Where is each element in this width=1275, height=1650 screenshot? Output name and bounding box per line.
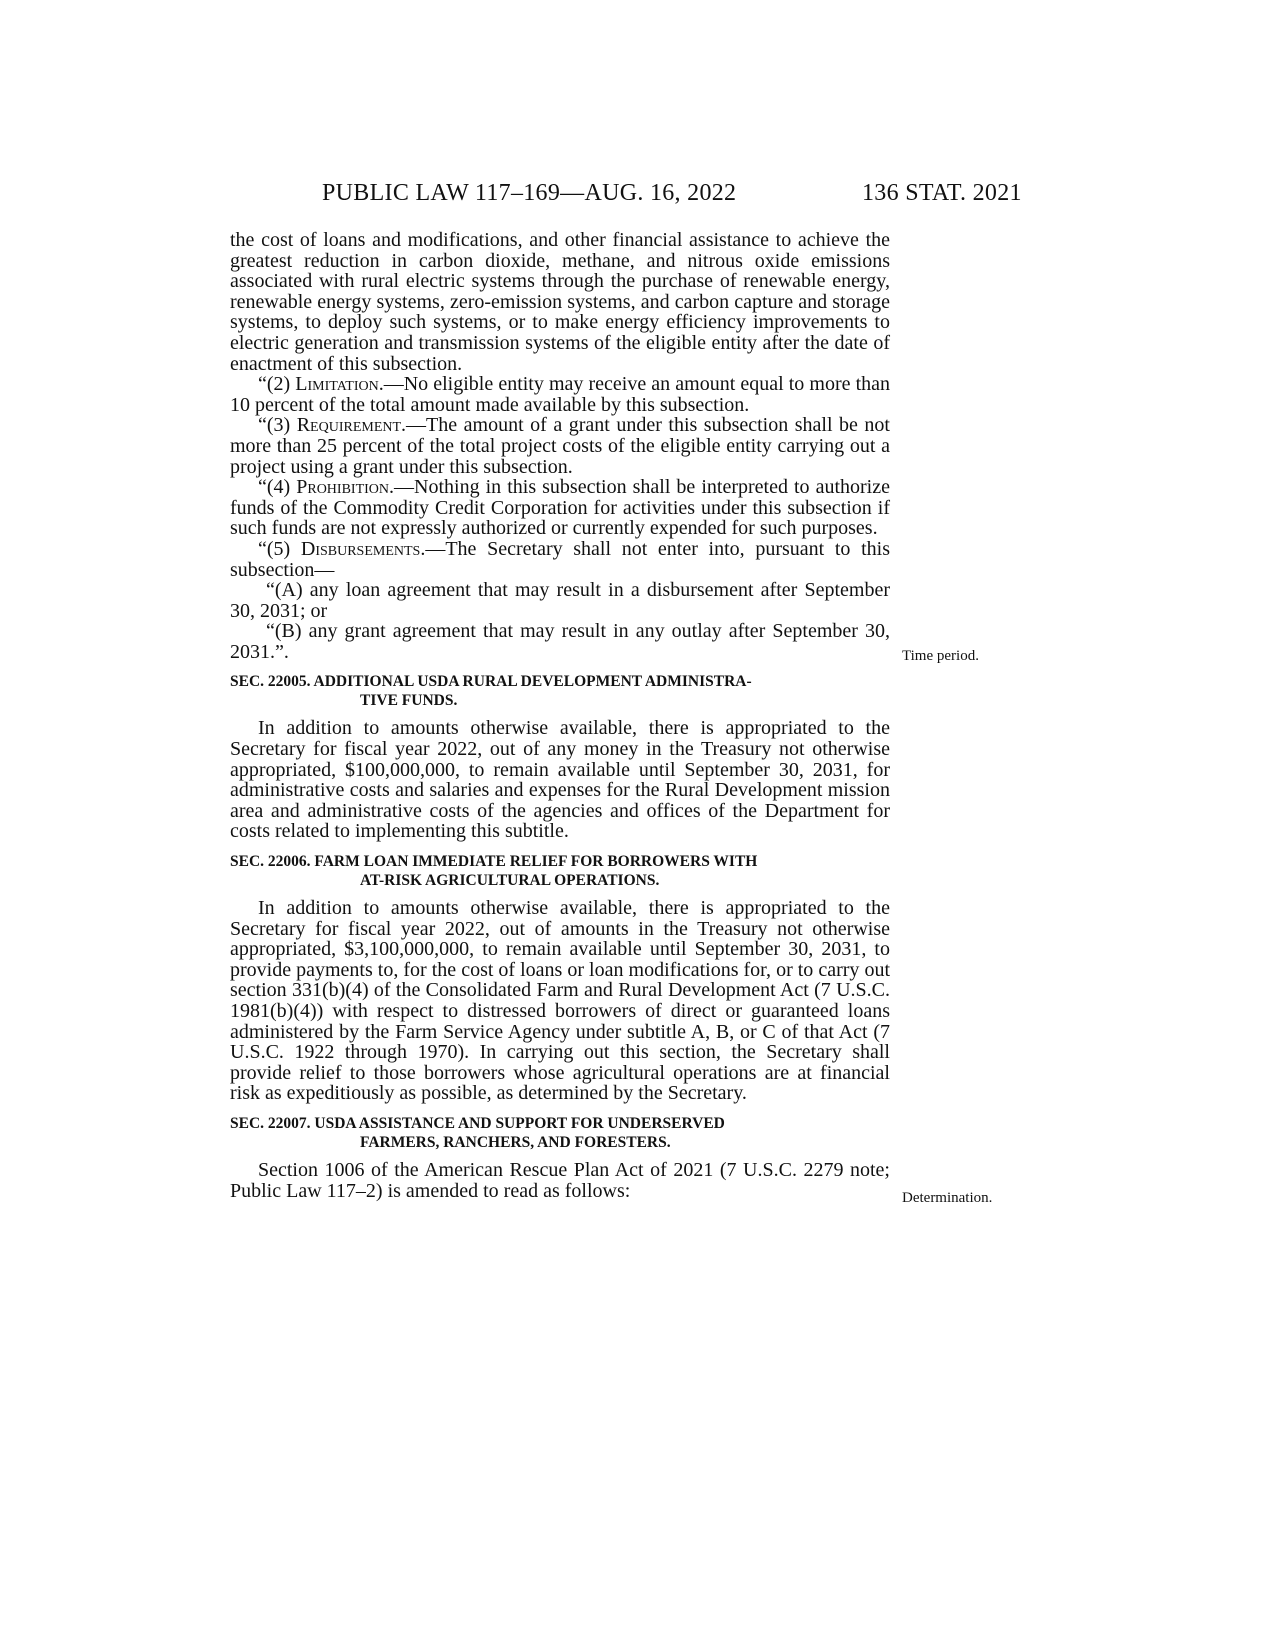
- section-22005-heading: [230, 672, 890, 710]
- para-number: “(3): [258, 414, 297, 437]
- subparagraph-a: “(A) any loan agreement that may result in a disbursement after September 30, 2031; or: [230, 579, 890, 622]
- para-heading: Limitation: [295, 373, 379, 396]
- paragraph-3-requirement: [230, 415, 890, 477]
- para-text: .—Nothing in this subsection shall be interpreted to authorize funds of the Commodity Credit Corporation for activities under this subsection if such funds are not expressly authorized or currently expended for such purposes.: [230, 476, 890, 540]
- section-heading-line: FARMERS, RANCHERS, AND FORESTERS.: [360, 1133, 671, 1151]
- paragraph-4-prohibition: [230, 477, 890, 539]
- section-heading-line: SEC. 22005. ADDITIONAL USDA RURAL DEVELOPMENT ADMINISTRA-: [230, 673, 752, 691]
- page-number: 136 STAT. 2021: [862, 180, 1022, 206]
- section-22006-text: In addition to amounts otherwise available, there is appropriated to the Secretary for fiscal year 2022, out of amounts in the Treasury not otherwise appropriated, $3,100,000,000, to remain available until September 30, 2031, to provide payments to, for the cost of loans or loan modifications for, or to carry out section 331(b)(4) of the Consolidated Farm and Rural Development Act (7 U.S.C. 1981(b)(4)) with respect to distressed borrowers of direct or guaranteed loans administered by the Farm Service Agency under subtitle A, B, or C of that Act (7 U.S.C. 1922 through 1970). In carrying out this section, the Secretary shall provide relief to those borrowers whose agricultural operations are at financial risk as expeditiously as possible, as determined by the Secretary.: [230, 897, 890, 1105]
- para-heading: Requirement: [296, 414, 402, 437]
- subparagraph-b: “(B) any grant agreement that may result in any outlay after September 30, 2031.”.: [230, 620, 890, 663]
- para-number: “(5): [258, 537, 301, 560]
- section-heading-line: SEC. 22007. USDA ASSISTANCE AND SUPPORT FOR UNDERSERVED: [230, 1114, 725, 1132]
- section-22007-heading: [230, 1114, 890, 1152]
- running-title: PUBLIC LAW 117–169—AUG. 16, 2022: [322, 180, 737, 206]
- margin-note-time-period: Time period.: [902, 648, 979, 664]
- paragraph-2-limitation: [230, 374, 890, 415]
- section-heading-line: SEC. 22006. FARM LOAN IMMEDIATE RELIEF FOR BORROWERS WITH: [230, 853, 758, 871]
- section-heading-line: TIVE FUNDS.: [360, 692, 458, 710]
- page-body: [230, 230, 890, 1201]
- para-number: “(2): [258, 373, 296, 396]
- section-22006-heading: [230, 852, 890, 890]
- para-heading: Disbursements: [300, 537, 421, 560]
- section-22007-text: Section 1006 of the American Rescue Plan Act of 2021 (7 U.S.C. 2279 note; Public Law 117–2) is amended to read as follows:: [230, 1158, 890, 1202]
- margin-note-determination: Determination.: [902, 1190, 993, 1206]
- para-number: “(4): [258, 476, 297, 499]
- para-text: .—No eligible entity may receive an amount equal to more than 10 percent of the total amount made available by this subsection.: [230, 373, 891, 416]
- para-heading: Prohibition: [296, 476, 390, 499]
- section-heading-line: AT-RISK AGRICULTURAL OPERATIONS.: [360, 872, 660, 890]
- paragraph-5-disbursements: [230, 539, 890, 580]
- section-22005-text: In addition to amounts otherwise available, there is appropriated to the Secretary for fiscal year 2022, out of any money in the Treasury not otherwise appropriated, $100,000,000, to remain available until September 30, 2031, for administrative costs and salaries and expenses for the Rural Development mission area and administrative costs of the agencies and offices of the Department for costs related to implementing this subtitle.: [230, 717, 890, 843]
- para-text: .—The Secretary shall not enter into, pursuant to this subsection—: [230, 537, 890, 581]
- page-header: [0, 180, 1275, 220]
- continuation-paragraph: the cost of loans and modifications, and other financial assistance to achieve the greatest reduction in carbon dioxide, methane, and nitrous oxide emissions associated with rural electric systems through the purchase of renewable energy, renewable energy systems, zero-emission systems, and carbon capture and storage systems, to deploy such systems, or to make energy efficiency improvements to electric generation and transmission systems of the eligible entity after the date of enactment of this subsection.: [230, 229, 890, 375]
- para-text: .—The amount of a grant under this subsection shall be not more than 25 percent of the total project costs of the eligible entity carrying out a project using a grant under this subsection.: [230, 414, 890, 478]
